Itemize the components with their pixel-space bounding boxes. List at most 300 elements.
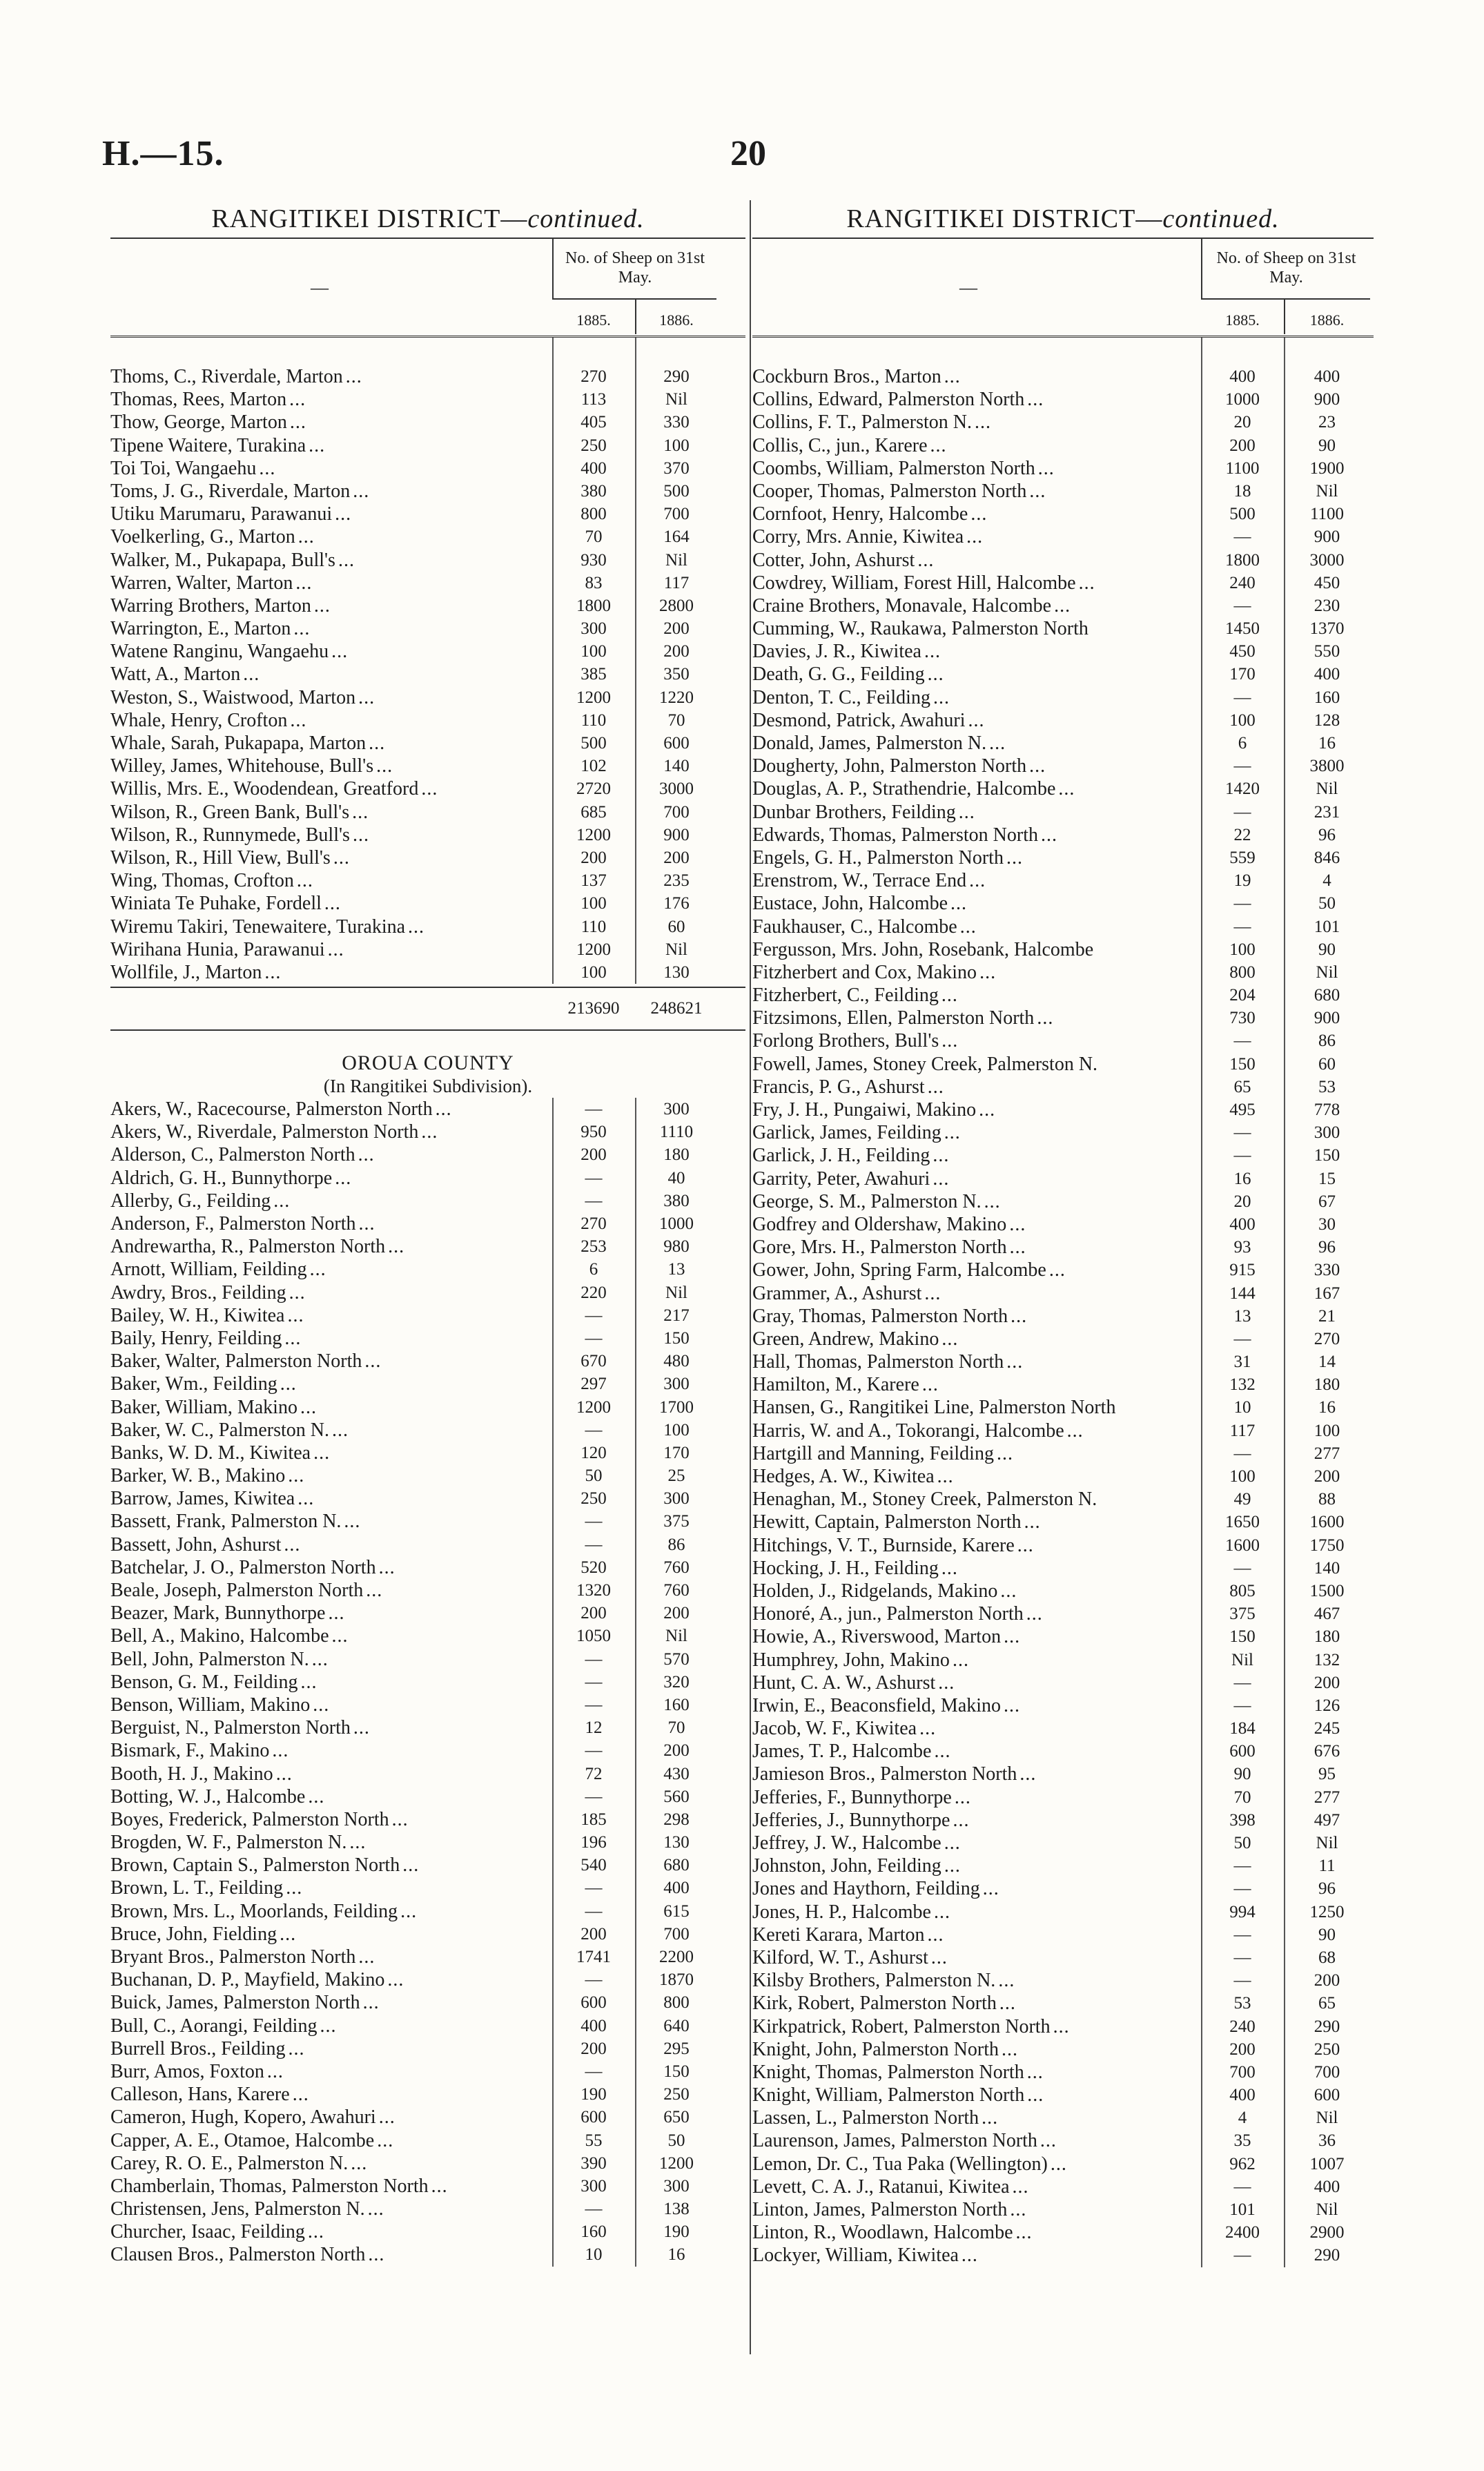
sheep-1886: 700 [1314,2062,1340,2082]
leader-dots: ... [351,2152,368,2174]
owner-name-text: Forlong Brothers, Bull's [752,1030,939,1052]
sheep-1885: 1050 [576,1627,611,1646]
leader-dots: ... [1048,1259,1066,1281]
sheep-1885: 1320 [576,1581,611,1600]
sheep-1885: 200 [580,1924,607,1944]
leader-dots: ... [331,641,349,663]
owner-name [110,457,538,480]
leader-dots: ... [989,733,1006,754]
sheep-1886: 4 [1322,871,1331,891]
table-row [752,1580,1374,1602]
owner-name-text: Utiku Marumaru, Parawanui [110,503,333,525]
table-row [110,2060,745,2083]
owner-name [752,824,1204,846]
sheep-1885: 184 [1229,1719,1256,1738]
table-row [752,503,1374,525]
owner-name [752,480,1204,503]
sheep-1885: 1100 [1225,458,1260,478]
sheep-1885: — [585,1306,603,1325]
owner-name-text: Willey, James, Whitehouse, Bull's [110,755,374,777]
sheep-1885: 120 [580,1443,607,1462]
leader-dots: ... [944,1855,961,1877]
sheep-1885: — [585,1191,603,1210]
page-number: 20 [730,134,766,173]
owner-name [752,1946,1204,1969]
owner-name [752,2061,1204,2084]
table-row [752,686,1374,709]
owner-name-text: Cockburn Bros., Marton [752,366,941,387]
sheep-1885: 250 [580,1489,607,1509]
owner-name-text: Boyes, Frederick, Palmerston North [110,1808,389,1830]
year-1885-header: 1885. [576,311,611,329]
table-row [110,1763,745,1785]
leader-dots: ... [297,1488,315,1510]
sheep-1886: 86 [667,1535,685,1554]
owner-name [110,1304,538,1327]
owner-name-text: Wilson, R., Hill View, Bull's [110,846,331,869]
leader-dots: ... [941,1328,959,1350]
sheep-1886: 800 [663,1993,690,2013]
table-row [752,594,1374,617]
table-row [752,1053,1374,1076]
sheep-1886: 50 [667,2131,685,2150]
leader-dots: ... [309,434,326,456]
leader-dots [1115,1397,1118,1418]
owner-name [110,2129,538,2152]
owner-name-text: Fowell, James, Stoney Creek, Palmerston N. [752,1053,1098,1075]
owner-name [752,984,1204,1007]
owner-name-text: Carey, R. O. E., Palmerston N. [110,2152,349,2174]
leader-dots: ... [286,1877,303,1899]
sheep-1886: 680 [1314,986,1340,1005]
table-row [752,2106,1374,2129]
table-row [110,1785,745,1808]
owner-name [110,1419,538,1442]
owner-name-text: Aldrich, G. H., Bunnythorpe [110,1167,333,1189]
owner-name [110,480,538,503]
sheep-1885: 20 [1233,413,1251,432]
table-row [110,732,745,755]
leader-dots: ... [295,572,313,594]
table-row [752,1465,1374,1488]
owner-name-text: Laurenson, James, Palmerston North [752,2130,1037,2152]
owner-name-text: Wilson, R., Green Bank, Bull's [110,801,350,823]
owner-name [752,1717,1204,1740]
leader-dots: ... [358,1144,375,1166]
sheep-1886: 200 [1314,1467,1340,1486]
sheep-1885: 1420 [1225,779,1260,799]
leader-dots: ... [933,686,950,708]
sheep-1886: 1220 [659,688,694,707]
sheep-1885: — [585,1328,603,1348]
owner-name-text: Hitchings, V. T., Burnside, Karere [752,1534,1015,1556]
owner-name-text: Brogden, W. F., Palmerston N. [110,1832,347,1854]
sheep-1885: — [1233,1879,1251,1899]
table-row [752,2198,1374,2221]
table-row [752,480,1374,503]
owner-name-text: Booth, H. J., Makino [110,1763,273,1785]
owner-name [110,1143,538,1166]
owner-name [110,915,538,938]
sheep-1886: 25 [667,1466,685,1486]
sheep-1886: 298 [663,1810,690,1829]
table-row [752,2015,1374,2038]
owner-name-text: Donald, James, Palmerston N. [752,733,987,754]
sheep-1885: 730 [1229,1009,1256,1028]
table-row [752,1832,1374,1854]
leader-dots: ... [944,1122,961,1144]
sheep-1886: 500 [663,481,690,501]
table-row [752,846,1374,869]
sheep-1885: 1741 [576,1948,611,1966]
leader-dots: ... [979,1099,996,1121]
leader-dots: ... [338,549,355,571]
sheep-1886: 300 [663,2176,690,2196]
owner-name-text: Anderson, F., Palmerston North [110,1213,356,1234]
owner-name [110,663,538,686]
table-row [752,1098,1374,1121]
sheep-1885: 6 [1238,734,1247,753]
sheep-1885: 53 [1233,1994,1251,2013]
table-row [110,2106,745,2129]
owner-name-text: Fergusson, Mrs. John, Rosebank, Halcombe [752,938,1094,960]
owner-name-text: Whale, Henry, Crofton [110,709,288,731]
owner-name-text: Johnston, John, Feilding [752,1855,941,1877]
sheep-1886: 900 [1314,527,1340,547]
owner-name [110,1968,538,1991]
sheep-1886: 290 [1314,2246,1340,2265]
owner-name [752,869,1204,892]
table-row [752,1419,1374,1442]
leader-dots: ... [941,1030,959,1052]
sheep-1885: 101 [1229,2200,1256,2219]
owner-name [110,1831,538,1854]
sheep-1885: 390 [580,2153,607,2173]
owner-name [110,1854,538,1877]
sheep-1885: 90 [1233,1765,1251,1784]
report-reference: H.—15. [102,134,224,173]
sheep-1886: 200 [663,619,690,639]
sheep-1885: 200 [580,1604,607,1623]
sheep-1886: 330 [663,413,690,432]
leader-dots: ... [1037,457,1055,479]
sheep-1885: 72 [585,1764,603,1783]
owner-name-text: Watene Ranginu, Wangaehu [110,641,329,663]
table-row [752,984,1374,1007]
owner-name-text: Collis, C., jun., Karere [752,434,928,456]
owner-name [110,938,538,961]
owner-name [752,1488,1204,1511]
sheep-1885: 495 [1229,1101,1256,1119]
owner-name-text: Thoms, C., Riverdale, Marton [110,366,343,387]
leader-dots: ... [1024,1511,1041,1533]
owner-name-text: Cooper, Thomas, Palmerston North [752,480,1027,502]
owner-name [110,1442,538,1464]
leader-dots: ... [1010,2199,1027,2220]
owner-name-text: Hartgill and Manning, Feilding [752,1442,994,1464]
owner-name-text: Allerby, G., Feilding [110,1190,271,1212]
owner-name [752,1602,1204,1625]
owner-name-text: Collins, F. T., Palmerston N. [752,411,972,434]
owner-name [752,640,1204,663]
sheep-1885: — [585,1970,603,1990]
owner-name [110,411,538,434]
owner-name-text: Beale, Joseph, Palmerston North [110,1580,364,1601]
sheep-1886: 160 [663,1695,690,1714]
year-1886-header: 1886. [659,311,694,329]
leader-dots: ... [1015,2222,1033,2244]
owner-name-text: Banks, W. D. M., Kiwitea [110,1442,311,1464]
owner-name [752,961,1204,984]
table-row [110,1648,745,1671]
owner-name [110,1671,538,1694]
sheep-1886: 96 [1318,1879,1336,1899]
owner-name-text: Holden, J., Ridgelands, Makino [752,1580,998,1602]
table-row [110,1487,745,1510]
table-row [110,938,745,961]
owner-name-text: Hocking, J. H., Feilding [752,1557,939,1579]
sheep-1886: 36 [1318,2131,1336,2151]
leader-dots: ... [289,411,306,434]
sheep-1886: 480 [663,1352,690,1371]
owner-name [752,1442,1204,1465]
owner-name [110,1464,538,1487]
owner-name [110,434,538,457]
table-row [752,732,1374,755]
sheep-1885: 270 [580,1214,607,1233]
sheep-1886: 180 [1314,1375,1340,1395]
owner-name-text: Bell, John, Palmerston N. [110,1648,309,1670]
owner-name [752,2084,1204,2106]
sheep-1886: Nil [665,550,687,570]
sheep-1886: 1000 [659,1214,694,1233]
owner-name-text: Burrell Bros., Feilding [110,2037,286,2060]
leader-dots: ... [402,1854,420,1877]
leader-dots: ... [273,1190,291,1212]
table-row [110,1235,745,1258]
owner-name [752,2153,1204,2176]
sheep-1886: 164 [663,527,690,547]
sheep-1885: 670 [580,1352,607,1371]
sheep-1885: 1200 [576,825,611,844]
sheep-1886: 370 [663,458,690,478]
sheep-1886: 400 [1314,665,1340,684]
sheep-1886: 200 [663,848,690,867]
sheep-1885: 200 [580,1145,607,1165]
owner-name-text: Fitzherbert and Cox, Makino [752,961,977,983]
sheep-1885: — [585,1649,603,1669]
owner-name [752,572,1204,594]
owner-name-text: Cumming, W., Raukawa, Palmerston North [752,618,1088,640]
owner-name [110,549,538,572]
leader-dots: ... [264,961,282,983]
leader-dots: ... [953,1809,970,1831]
owner-name-text: Grammer, A., Ashurst [752,1282,922,1304]
owner-name [752,388,1204,411]
right-rows [752,338,1374,2267]
table-row [110,2220,745,2243]
sheep-1885: 20 [1233,1192,1251,1211]
sheep-1885: — [1233,688,1251,707]
table-row [110,525,745,548]
owner-name [110,2106,538,2129]
owner-name-text: Garlick, James, Feilding [752,1122,941,1144]
owner-name-text: Death, G. G., Feilding [752,663,925,686]
owner-name-text: Lassen, L., Palmerston North [752,2107,979,2129]
table-row [110,1579,745,1602]
leader-dots: ... [362,1992,380,2014]
leader-dots: ... [297,526,315,548]
sheep-1886: 1700 [659,1397,694,1417]
sheep-1886: Nil [1316,2200,1338,2219]
sheep-1886: 13 [667,1260,685,1279]
leader-dots: ... [1011,1305,1028,1327]
sheep-1885: 520 [580,1558,607,1577]
owner-name [110,2220,538,2243]
leader-dots: ... [944,1832,961,1854]
sheep-1885: 200 [580,848,607,867]
sheep-1885: 1000 [1225,390,1260,409]
owner-name [110,2198,538,2220]
owner-name [752,1029,1204,1052]
leader-dots: ... [1017,1534,1034,1556]
leader-dots: ... [311,1648,329,1670]
table-row [110,1533,745,1556]
leader-dots: ... [275,1763,293,1785]
table-row [752,1809,1374,1832]
sheep-1885: 49 [1233,1490,1251,1509]
sheep-1885: 144 [1229,1283,1256,1303]
sheep-1885: — [585,1879,603,1898]
owner-name-text: Buchanan, D. P., Mayfield, Makino [110,1969,385,1991]
owner-name-text: Linton, R., Woodlawn, Halcombe [752,2222,1013,2244]
sheep-1885: 35 [1233,2131,1251,2151]
table-row [110,411,745,434]
leader-dots [1097,1054,1100,1075]
table-row [752,1740,1374,1763]
table-row [752,1029,1374,1052]
owner-name-text: Collins, Edward, Palmerston North [752,389,1025,411]
sheep-1886: 2900 [1309,2223,1345,2242]
sheep-1886: 560 [663,1787,690,1806]
table-row [110,1625,745,1647]
leader-dots: ... [368,2244,385,2266]
sheep-1885: 500 [580,734,607,753]
owner-name [752,1854,1204,1877]
table-row [110,1556,745,1579]
owner-name-text: Awdry, Bros., Feilding [110,1281,286,1304]
owner-name [752,1786,1204,1809]
owner-name [752,801,1204,824]
sheep-1886: Nil [1316,1834,1338,1852]
table-row [752,1259,1374,1281]
table-row [110,640,745,663]
owner-name-text: Honoré, A., jun., Palmerston North [752,1603,1024,1625]
sheep-1886: 90 [1318,436,1336,455]
owner-name [110,1396,538,1419]
sheep-1885: 380 [580,481,607,501]
table-row [752,1717,1374,1740]
table-row [110,1396,745,1419]
owner-name [110,1212,538,1235]
sheep-1885: 113 [580,390,607,409]
sheep-1886: 320 [663,1672,690,1692]
leader-dots: ... [376,755,393,777]
leader-dots: ... [930,1946,948,1968]
sheep-1886: 235 [663,871,690,891]
sheep-1886: 1200 [659,2153,694,2173]
owner-name [110,1235,538,1258]
owner-name [752,2038,1204,2061]
owner-name [752,1809,1204,1832]
owner-name [110,777,538,800]
leader-dots: ... [1029,755,1046,777]
owner-name [752,1350,1204,1373]
sheep-1885: 1600 [1225,1535,1260,1555]
leader-dots: ... [966,526,984,548]
sheep-1885: 13 [1233,1306,1251,1326]
table-row [110,2152,745,2175]
sheep-1886: 200 [663,1604,690,1623]
table-row [110,2083,745,2106]
owner-name-text: Whale, Sarah, Pukapapa, Marton [110,733,367,754]
table-row [110,1923,745,1946]
sheep-1886: 1100 [1309,505,1345,524]
table-row [110,1143,745,1166]
table-row [752,365,1374,388]
table-row [110,1098,745,1121]
sheep-1886: 1900 [1309,458,1345,478]
owner-name [110,525,538,548]
owner-name [752,2221,1204,2244]
sheep-1885: 10 [1233,1398,1251,1417]
left-rows-oroua [110,1098,745,2267]
sheep-1885: 450 [1229,642,1256,661]
sheep-1885: — [585,1787,603,1806]
owner-name-text: Hewitt, Captain, Palmerston North [752,1511,1022,1533]
sheep-1885: 405 [580,413,607,432]
owner-name-text: Berguist, N., Palmerston North [110,1717,351,1739]
owner-name-text: Jones and Haythorn, Feilding [752,1878,980,1900]
header-divider [1284,300,1285,334]
table-row [110,1831,745,1854]
table-row [110,1991,745,2014]
owner-name-text: Wiremu Takiri, Tenewaitere, Turakina [110,915,406,938]
sheep-1886: 23 [1318,413,1336,432]
owner-name-text: Edwards, Thomas, Palmerston North [752,824,1038,846]
leader-dots: ... [1006,846,1023,869]
owner-name [110,961,538,984]
owner-name-text: Humphrey, John, Makino [752,1649,950,1671]
owner-name-text: Green, Andrew, Makino [752,1328,939,1350]
sheep-1886: Nil [1316,481,1338,501]
owner-name [752,2198,1204,2221]
owner-name-text: Wing, Thomas, Crofton [110,870,294,892]
owner-name-text: Brown, Captain S., Palmerston North [110,1854,400,1877]
sheep-1885: 800 [580,505,607,524]
table-row [110,1281,745,1304]
owner-name-text: Akers, W., Riverdale, Palmerston North [110,1121,419,1143]
leader-dots: ... [974,411,991,434]
leader-dots: ... [328,1602,345,1625]
sheep-1886: 3000 [659,779,694,799]
owner-name [752,1580,1204,1602]
leader-dots: ... [344,1511,361,1533]
table-row [752,869,1374,892]
table-row [110,1716,745,1739]
leader-dots: ... [1000,1580,1017,1602]
owner-name [752,1511,1204,1533]
